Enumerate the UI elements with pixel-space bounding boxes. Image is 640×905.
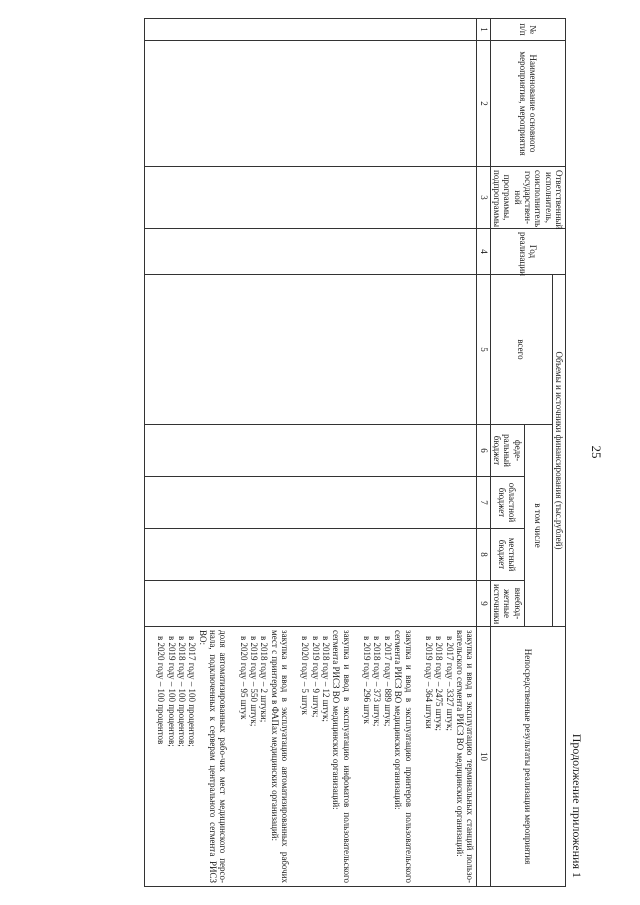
result-line: в 2019 году – 364 штуки xyxy=(423,636,434,729)
continuation-label: Продолжение приложения 1 xyxy=(570,733,584,878)
header-regional: областной бюджет xyxy=(490,477,524,529)
column-number: 8 xyxy=(477,529,490,581)
column-number: 3 xyxy=(477,167,490,229)
empty-cell xyxy=(144,19,476,41)
column-number: 1 xyxy=(477,19,490,41)
header-federal: феде-ральный бюджет xyxy=(490,425,524,477)
result-line: в 2020 году – 100 процентов xyxy=(156,636,167,745)
empty-cell xyxy=(144,275,476,425)
column-number: 10 xyxy=(477,627,490,887)
header-total: всего xyxy=(490,275,552,425)
header-funding-group: Объемы и источники финансирования (тыс.рублей) xyxy=(552,275,565,627)
column-number-row xyxy=(477,19,490,887)
result-line: в 2020 году – 95 штук xyxy=(238,636,249,720)
empty-cell xyxy=(144,581,476,627)
header-extrabudget: внебюд-жетные источники xyxy=(490,581,524,627)
result-line: в 2017 году – 3327 штук; xyxy=(444,636,455,731)
result-line: в 2018 году – 100 процентов; xyxy=(177,636,187,747)
column-number: 5 xyxy=(477,275,490,425)
empty-cell xyxy=(144,41,476,167)
result-line: в 2020 году – 5 штук xyxy=(300,636,311,715)
header-executor: Ответственный исполнитель, соисполнитель государствен-ной программы, подпрограммы xyxy=(490,167,565,229)
results-cell xyxy=(144,627,476,887)
result-title: закупка и ввод в эксплуатацию терминальных станций пользо-вательского сегмента РИСЗ ВО медицинских организаций: xyxy=(454,630,476,884)
header-year: Год реализации xyxy=(490,229,565,275)
rotated-page xyxy=(30,12,610,892)
table-row xyxy=(144,19,476,887)
result-line: в 2019 году – 296 штук xyxy=(362,636,373,724)
result-line: в 2019 году – 9 штук; xyxy=(310,636,321,718)
result-title: закупка и ввод в эксплуатацию принтеров пользовательского сегмента РИСЗ ВО медицинских организаций: xyxy=(393,630,414,884)
result-line: в 2017 году – 100 процентов; xyxy=(187,636,198,747)
result-block xyxy=(238,630,290,883)
result-line: в 2018 году – 2 штуки; xyxy=(259,636,270,723)
result-line: в 2017 году – 889 штук; xyxy=(382,636,393,727)
empty-cell xyxy=(144,167,476,229)
result-title: доля автоматизированных рабо-чих мест медицинского персо-нала, подключенных к серверам центрального сегмента РИСЗ ВО: xyxy=(197,630,229,884)
header-event-name: Наименование основного мероприятия, мероприятия xyxy=(490,41,565,167)
result-line: в 2019 году – 100 процентов; xyxy=(166,636,177,747)
empty-cell xyxy=(144,477,476,529)
header-number: № п/п xyxy=(490,19,565,41)
result-line: в 2018 году – 373 штук; xyxy=(372,636,383,727)
empty-cell xyxy=(144,229,476,275)
header-including: в том числе xyxy=(524,425,552,627)
result-block xyxy=(300,630,352,883)
result-block xyxy=(362,630,414,883)
result-title: закупка и ввод в эксплуатацию автоматизированных рабочих мест с принтером в ФАПах медицинских организаций: xyxy=(269,630,291,884)
funding-table xyxy=(144,18,566,887)
header-results: Непосредственные результаты реализации мероприятия xyxy=(490,627,565,887)
result-block xyxy=(156,630,228,883)
header-local: местный бюджет xyxy=(490,529,524,581)
empty-cell xyxy=(144,425,476,477)
result-line: в 2018 году – 2475 штук; xyxy=(434,636,445,731)
page-number: 25 xyxy=(589,445,604,459)
column-number: 7 xyxy=(477,477,490,529)
column-number: 6 xyxy=(477,425,490,477)
empty-cell xyxy=(144,529,476,581)
result-line: в 2019 году – 550 штук; xyxy=(249,636,260,727)
column-number: 2 xyxy=(477,41,490,167)
result-title: закупка и ввод в эксплуатацию инфоматов пользовательского сегмента РИСЗ ВО медицинских организаций: xyxy=(331,630,352,884)
column-number: 9 xyxy=(477,581,490,627)
column-number: 4 xyxy=(477,229,490,275)
result-block xyxy=(424,630,476,883)
result-line: в 2018 году – 12 штук; xyxy=(321,636,332,722)
